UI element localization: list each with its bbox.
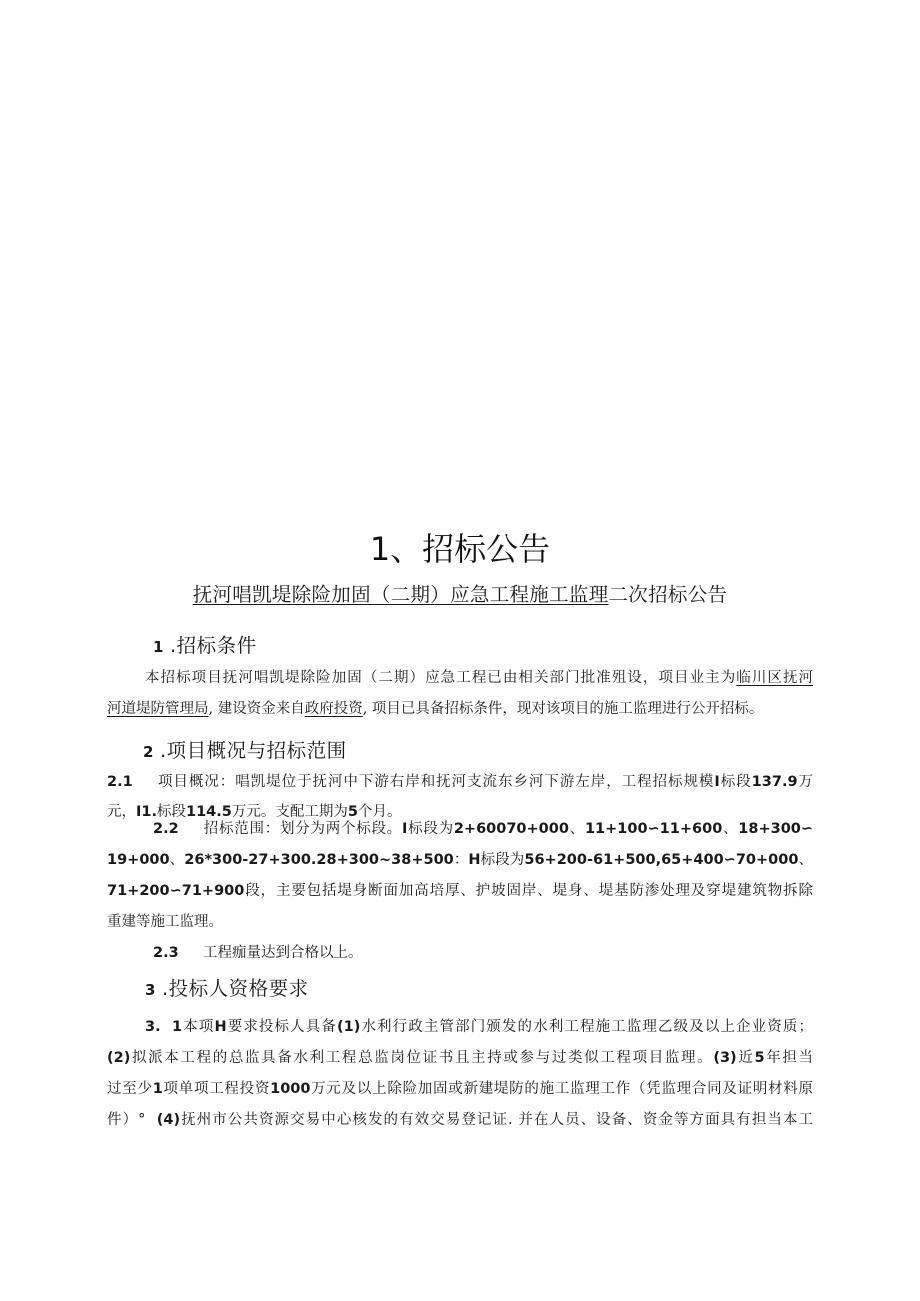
text-bold: I1. <box>136 804 157 820</box>
document-subtitle <box>0 580 920 610</box>
section-title: .招标条件 <box>169 634 257 657</box>
text-bold: 3. <box>145 1019 161 1035</box>
text-bold: (4) <box>156 1112 181 1128</box>
paragraph-line <box>145 663 813 693</box>
owner-name-part: 临川区抚河 <box>736 670 813 686</box>
text-run: 万 <box>797 774 813 790</box>
text-run: 元， <box>107 804 136 820</box>
text-run: 项单项工程投资 <box>162 1081 271 1097</box>
text-run: 标段 <box>157 804 186 820</box>
owner-name-part: 河道堤防管理局 <box>107 701 209 717</box>
text-run: 本招标项目抚河唱凯堤除险加固（二期）应急工程已由相关部门批准殂设，项目业主为 <box>145 670 737 686</box>
paragraph-line <box>107 767 813 797</box>
text-run: 过至少 <box>107 1081 153 1097</box>
clause-number: 2.3 <box>153 945 179 961</box>
text-run: 段，主要包括堤身断面加高培厚、护坡固岸、堤身、堤基防渗处理及穿堤建筑物拆除 <box>244 883 813 899</box>
text-bold: 19+000 <box>107 852 170 868</box>
text-run: 本项 <box>182 1019 215 1035</box>
text-run: 招标范围：划分为两个标段。 <box>203 821 402 837</box>
text-run: 、 <box>722 821 739 837</box>
text-bold: I <box>401 821 408 837</box>
text-run: , 建设资金来自 <box>208 701 305 717</box>
paragraph-line <box>107 1105 813 1135</box>
section-number: 3 <box>145 981 156 999</box>
text-bold: 18+300∽ <box>738 821 813 837</box>
section-heading-1 <box>153 631 257 662</box>
text-run: 近 <box>736 1050 755 1066</box>
text-bold: 137.9 <box>751 774 798 790</box>
section-heading-2 <box>143 736 347 767</box>
text-bold: 1 <box>172 1019 183 1035</box>
text-run: 拟派本工程的总监具备水利工程总监岗位证书且主持或参与过类似工程项目监理。 <box>130 1050 714 1066</box>
text-run: 标段为 <box>407 821 454 837</box>
paragraph-line <box>107 876 813 906</box>
text-bold: 5 <box>347 804 358 820</box>
text-run: 标段 <box>719 774 752 790</box>
text-run: 个月。 <box>357 804 402 820</box>
section-heading-3 <box>145 974 309 1005</box>
paragraph-line <box>107 907 813 937</box>
text-bold: 1000 <box>270 1081 311 1097</box>
paragraph-line <box>145 1012 813 1042</box>
text-bold: 71+200∽71+900 <box>107 883 245 899</box>
subtitle-suffix: 二次招标公告 <box>608 583 728 606</box>
text-run: , 项目已具备招标条件，现对该项目的施工监理进行公开招标。 <box>362 701 764 717</box>
text-run: 标段为 <box>480 852 525 868</box>
text-run: 万元。支配工期为 <box>231 804 348 820</box>
text-bold: 114.5 <box>186 804 232 820</box>
text-bold: H <box>214 1019 227 1035</box>
funding-source: 政府投资 <box>304 701 363 717</box>
text-bold: (2) <box>107 1050 131 1066</box>
section-title: .投标人资格要求 <box>161 977 309 1000</box>
paragraph-line <box>107 845 813 875</box>
text-run: 工程痂量达到合格以上。 <box>203 945 363 961</box>
text-bold: (3) <box>713 1050 737 1066</box>
text-run: 、 <box>169 852 185 868</box>
text-run: 项目概况：唱凯堤位于抚河中下游右岸和抚河支流东乡河下游左岸，工程招标规模 <box>157 774 715 790</box>
section-title: .项目概况与招标范围 <box>159 739 347 762</box>
text-bold: 11+100∽11+600 <box>584 821 723 837</box>
paragraph-line <box>153 814 813 844</box>
text-run: 、 <box>798 852 813 868</box>
text-run: 水利行政主管部门颁发的水利工程施工监理乙级及以上企业资质； <box>360 1019 813 1035</box>
text-bold: 5 <box>754 1050 765 1066</box>
text-bold: 26*300-27+300.28+300~38+500 <box>184 852 454 868</box>
section-number: 2 <box>143 743 154 761</box>
paragraph-line <box>107 1043 813 1073</box>
clause-number: 2.1 <box>107 774 133 790</box>
text-bold: 56+200-61+500,65+400∽70+000 <box>524 852 799 868</box>
subtitle-project-name: 抚河唱凯堤除险加固（二期）应急工程施工监理 <box>192 583 609 606</box>
section-number: 1 <box>153 638 164 656</box>
clause-number: 2.2 <box>153 821 179 837</box>
text-bold: (1) <box>336 1019 361 1035</box>
text-run: ： <box>453 852 469 868</box>
text-bold: H <box>468 852 481 868</box>
text-run: 件）° <box>107 1112 146 1128</box>
paragraph-line <box>107 1074 813 1104</box>
text-bold: I <box>714 774 720 790</box>
text-run: 年担当 <box>764 1050 813 1066</box>
text-bold: 2+60070+000 <box>453 821 569 837</box>
text-run: 、 <box>568 821 585 837</box>
text-run: 抚州市公共资源交易中心核发的有效交易登记证. 并在人员、设备、资金等方面具有担当本工 <box>180 1112 813 1128</box>
text-run: 万元及以上除险加固或新建堤防的施工监理工作（凭监理合同及证明材料原 <box>310 1081 813 1097</box>
document-title: 1、招标公告 <box>369 530 551 568</box>
paragraph-line <box>107 694 813 724</box>
paragraph-line <box>153 938 813 968</box>
text-bold: 1 <box>152 1081 163 1097</box>
text-run: 重建等施工监理。 <box>107 914 223 930</box>
text-run: 要求投标人具备 <box>226 1019 337 1035</box>
